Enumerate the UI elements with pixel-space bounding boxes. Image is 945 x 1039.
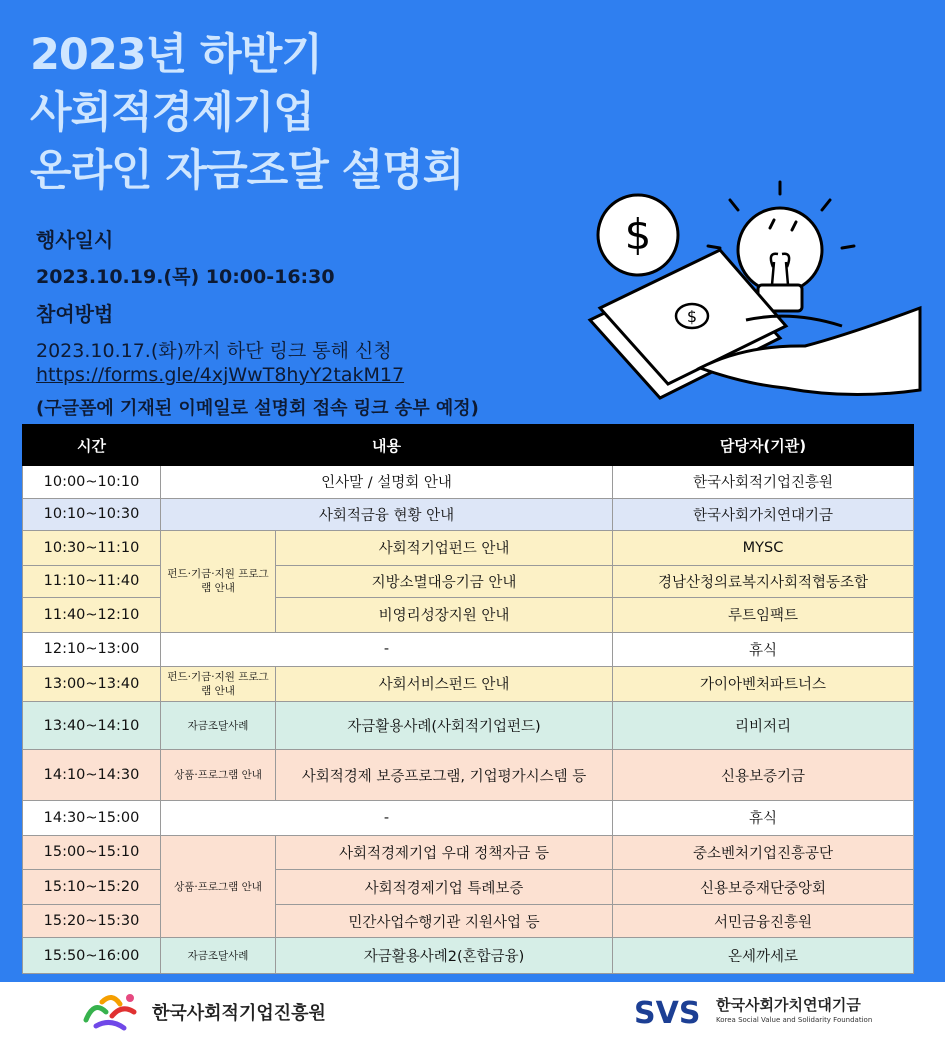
- time-cell: 14:30~15:00: [23, 801, 161, 836]
- category-cell: 펀드·기금·지원 프로그램 안내: [161, 531, 276, 633]
- table-row: [23, 938, 914, 974]
- money-illustration: [560, 170, 930, 410]
- time-cell: 13:40~14:10: [23, 701, 161, 750]
- title-line-3: 온라인 자금조달 설명회: [30, 146, 464, 196]
- table-row: [23, 667, 914, 702]
- title-line-2: 사회적경제기업: [30, 88, 314, 138]
- table-row: [23, 466, 914, 499]
- footer: [0, 982, 945, 1039]
- org-cell: 신용보증기금: [613, 750, 914, 801]
- content-cell: 사회적경제기업 우대 정책자금 등: [276, 835, 613, 870]
- poster-title: [30, 26, 463, 200]
- org-cell: 리비저리: [613, 701, 914, 750]
- org-cell: 온세까세로: [613, 938, 914, 974]
- org-cell: 신용보증재단중앙회: [613, 870, 914, 905]
- org-cell: 루트임팩트: [613, 598, 914, 633]
- time-cell: 10:10~10:30: [23, 498, 161, 531]
- content-cell: 자금활용사례2(혼합금융): [276, 938, 613, 974]
- svs-english-name: Korea Social Value and Solidarity Foundation: [716, 1016, 873, 1024]
- time-cell: 11:40~12:10: [23, 598, 161, 633]
- table-row: [23, 835, 914, 870]
- date-value: 2023.10.19.(목) 10:00-16:30: [36, 266, 335, 288]
- org-cell: 중소벤처기업진흥공단: [613, 835, 914, 870]
- table-row: [23, 904, 914, 938]
- svs-name: 한국사회가치연대기금: [716, 996, 861, 1014]
- table-header-row: [23, 425, 914, 466]
- time-cell: 10:00~10:10: [23, 466, 161, 499]
- content-cell: 사회적금융 현황 안내: [161, 498, 613, 531]
- content-cell: 자금활용사례(사회적기업펀드): [276, 701, 613, 750]
- header-time: 시간: [23, 425, 161, 466]
- dollar-coin-icon: [598, 195, 678, 275]
- kosea-name: 한국사회적기업진흥원: [152, 1003, 326, 1024]
- content-cell: -: [161, 632, 613, 667]
- content-cell: 사회서비스펀드 안내: [276, 667, 613, 702]
- svg-text:$: $: [624, 210, 652, 259]
- time-cell: 10:30~11:10: [23, 531, 161, 566]
- content-cell: 사회적기업펀드 안내: [276, 531, 613, 566]
- org-cell: 휴식: [613, 632, 914, 667]
- time-cell: 15:20~15:30: [23, 904, 161, 938]
- time-cell: 12:10~13:00: [23, 632, 161, 667]
- title-line-1: 2023년 하반기: [30, 30, 322, 80]
- category-cell: 펀드·기금·지원 프로그램 안내: [161, 667, 276, 702]
- table-row: [23, 565, 914, 598]
- org-cell: MYSC: [613, 531, 914, 566]
- org-cell: 경남산청의료복지사회적협동조합: [613, 565, 914, 598]
- content-cell: 인사말 / 설명회 안내: [161, 466, 613, 499]
- method-label: 참여방법: [36, 302, 114, 326]
- date-label: 행사일시: [36, 228, 114, 252]
- kosea-logo-icon: [80, 990, 142, 1032]
- table-row: [23, 801, 914, 836]
- table-row: [23, 632, 914, 667]
- header-content: 내용: [161, 425, 613, 466]
- time-cell: 11:10~11:40: [23, 565, 161, 598]
- table-row: [23, 598, 914, 633]
- table-row: [23, 870, 914, 905]
- schedule-table: [22, 424, 914, 974]
- org-cell: 한국사회가치연대기금: [613, 498, 914, 531]
- svg-text:$: $: [686, 307, 698, 326]
- content-cell: 사회적경제기업 특례보증: [276, 870, 613, 905]
- table-row: [23, 701, 914, 750]
- table-row: [23, 531, 914, 566]
- time-cell: 15:00~15:10: [23, 835, 161, 870]
- category-cell: 상품·프로그램 안내: [161, 835, 276, 938]
- org-cell: 한국사회적기업진흥원: [613, 466, 914, 499]
- svs-logo-icon: [632, 994, 712, 1028]
- time-cell: 14:10~14:30: [23, 750, 161, 801]
- time-cell: 15:50~16:00: [23, 938, 161, 974]
- category-cell: 상품·프로그램 안내: [161, 750, 276, 801]
- org-cell: 가이아벤처파트너스: [613, 667, 914, 702]
- header-org: 담당자(기관): [613, 425, 914, 466]
- content-cell: -: [161, 801, 613, 836]
- time-cell: 13:00~13:40: [23, 667, 161, 702]
- svs-logo-mark: SVS: [634, 996, 701, 1028]
- content-cell: 사회적경제 보증프로그램, 기업평가시스템 등: [276, 750, 613, 801]
- content-cell: 민간사업수행기관 지원사업 등: [276, 904, 613, 938]
- org-cell: 서민금융진흥원: [613, 904, 914, 938]
- org-cell: 휴식: [613, 801, 914, 836]
- registration-link[interactable]: https://forms.gle/4xjWwT8hyY2takM17: [36, 364, 405, 386]
- deadline-text: 2023.10.17.(화)까지 하단 링크 통해 신청: [36, 340, 392, 362]
- table-row: [23, 498, 914, 531]
- notice-text: (구글폼에 기재된 이메일로 설명회 접속 링크 송부 예정): [36, 398, 479, 419]
- time-cell: 15:10~15:20: [23, 870, 161, 905]
- table-row: [23, 750, 914, 801]
- content-cell: 비영리성장지원 안내: [276, 598, 613, 633]
- category-cell: 자금조달사례: [161, 938, 276, 974]
- category-cell: 자금조달사례: [161, 701, 276, 750]
- content-cell: 지방소멸대응기금 안내: [276, 565, 613, 598]
